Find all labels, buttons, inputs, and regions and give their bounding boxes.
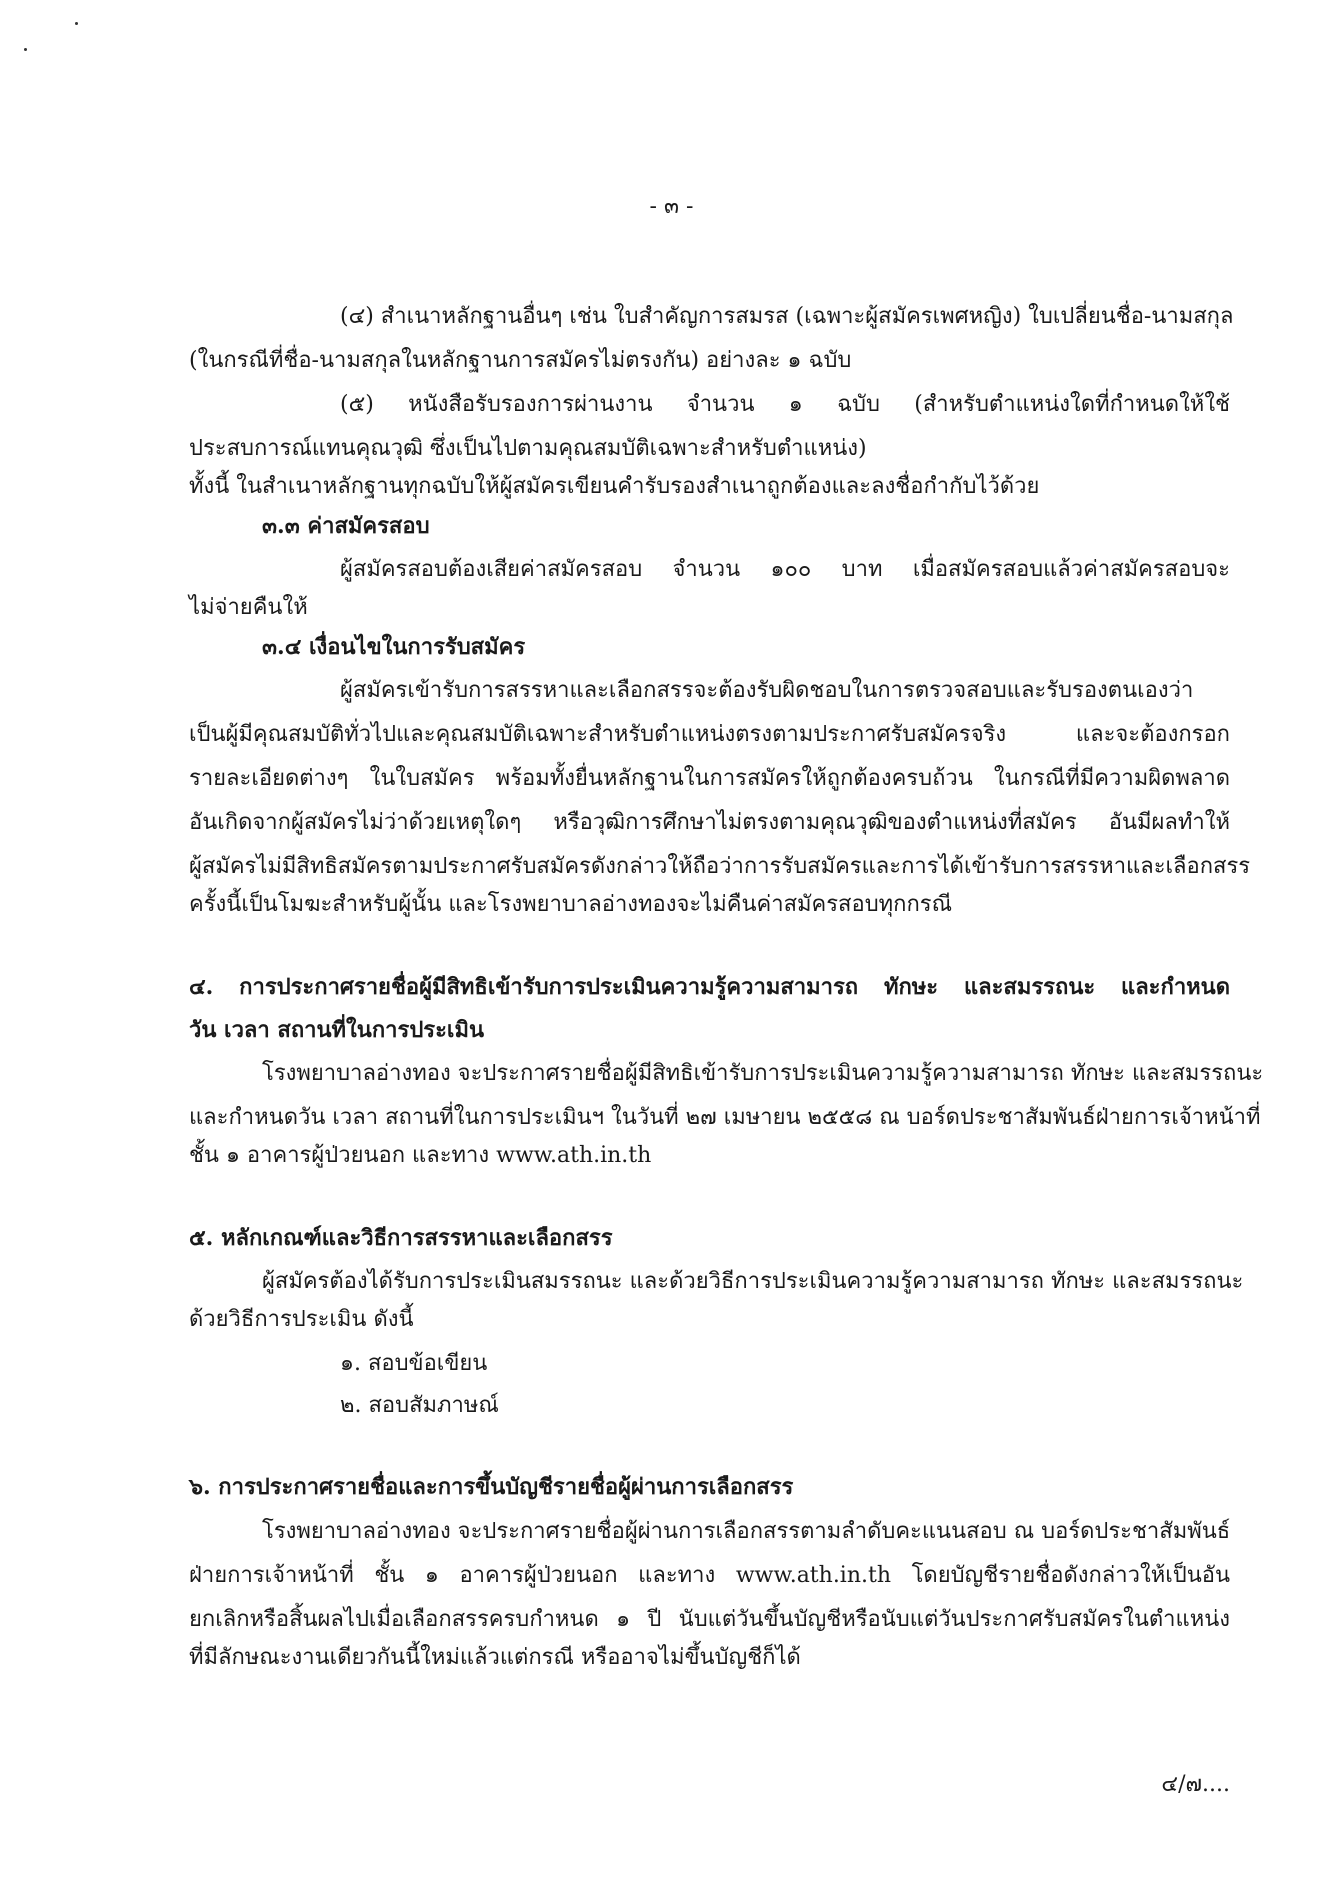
continuation-marker: ๔/๗....: [1161, 1772, 1230, 1797]
attachment-note: ทั้งนี้ ในสำเนาหลักฐานทุกฉบับให้ผู้สมัครเขียนคำรับรองสำเนาถูกต้องและลงชื่อกำกับไว้ด้วย: [189, 474, 1040, 499]
section-3-3-heading: ๓.๓ ค่าสมัครสอบ: [262, 513, 430, 539]
attachment-item-4-line-2: (ในกรณีที่ชื่อ-นามสกุลในหลักฐานการสมัครไม่ตรงกัน) อย่างละ ๑ ฉบับ: [189, 348, 852, 373]
attachment-item-4-line-1: (๔) สำเนาหลักฐานอื่นๆ เช่น ใบสำคัญการสมรส (เฉพาะผู้สมัครเพศหญิง) ใบเปลี่ยนชื่อ-นามสกุล: [340, 304, 1234, 329]
section-5-heading: ๕. หลักเกณฑ์และวิธีการสรรหาและเลือกสรร: [189, 1225, 613, 1251]
section-6-line-1: โรงพยาบาลอ่างทอง จะประกาศรายชื่อผู้ผ่านการเลือกสรรตามลำดับคะแนนสอบ ณ บอร์ดประชาสัมพันธ์: [262, 1519, 1231, 1544]
section-3-4-line-5: ผู้สมัครไม่มีสิทธิสมัครตามประกาศรับสมัครดังกล่าวให้ถือว่าการรับสมัครและการได้เข้ารับการสรรหาและเลือกสรร: [189, 854, 1251, 879]
section-4-line-2: และกำหนดวัน เวลา สถานที่ในการประเมินฯ ในวันที่ ๒๗ เมษายน ๒๕๕๘ ณ บอร์ดประชาสัมพันธ์ฝ่ายการเจ้าหน้าที่: [189, 1105, 1261, 1130]
scan-speck: [75, 22, 78, 25]
page-number: - ๓ -: [649, 194, 694, 219]
section-4-line-1: โรงพยาบาลอ่างทอง จะประกาศรายชื่อผู้มีสิทธิเข้ารับการประเมินความรู้ความสามารถ ทักษะ และสมรรถนะ: [262, 1061, 1264, 1086]
section-3-4-heading: ๓.๔ เงื่อนไขในการรับสมัคร: [262, 634, 526, 660]
section-4-line-3: ชั้น ๑ อาคารผู้ป่วยนอก และทาง www.ath.in.th: [189, 1143, 652, 1168]
attachment-item-5-line-2: ประสบการณ์แทนคุณวุฒิ ซึ่งเป็นไปตามคุณสมบัติเฉพาะสำหรับตำแหน่ง): [189, 436, 867, 461]
section-3-4-line-6: ครั้งนี้เป็นโมฆะสำหรับผู้นั้น และโรงพยาบาลอ่างทองจะไม่คืนค่าสมัครสอบทุกกรณี: [189, 892, 953, 917]
section-6-heading: ๖. การประกาศรายชื่อและการขึ้นบัญชีรายชื่อผู้ผ่านการเลือกสรร: [189, 1474, 794, 1500]
section-6-line-2: ฝ่ายการเจ้าหน้าที่ ชั้น ๑ อาคารผู้ป่วยนอก และทาง www.ath.in.th โดยบัญชีรายชื่อดังกล่าวให้เป็นอัน: [189, 1563, 1230, 1588]
section-3-4-line-2: เป็นผู้มีคุณสมบัติทั่วไปและคุณสมบัติเฉพาะสำหรับตำแหน่งตรงตามประกาศรับสมัครจริง และจะต้องกรอก: [189, 722, 1230, 747]
attachment-item-5-line-1: (๕) หนังสือรับรองการผ่านงาน จำนวน ๑ ฉบับ (สำหรับตำแหน่งใดที่กำหนดให้ใช้: [340, 392, 1230, 417]
section-4-heading-line-1: ๔. การประกาศรายชื่อผู้มีสิทธิเข้ารับการประเมินความรู้ความสามารถ ทักษะ และสมรรถนะ และกำหนด: [189, 974, 1230, 1000]
scan-speck: [24, 48, 27, 51]
section-5-line-2: ด้วยวิธีการประเมิน ดังนี้: [189, 1307, 414, 1332]
section-4-heading-line-2: วัน เวลา สถานที่ในการประเมิน: [189, 1017, 484, 1043]
assessment-method-interview: ๒. สอบสัมภาษณ์: [340, 1393, 499, 1418]
section-3-4-line-4: อันเกิดจากผู้สมัครไม่ว่าด้วยเหตุใดๆ หรือวุฒิการศึกษาไม่ตรงตามคุณวุฒิของตำแหน่งที่สมัคร อันมีผลทำให้: [189, 810, 1230, 835]
section-6-line-3: ยกเลิกหรือสิ้นผลไปเมื่อเลือกสรรครบกำหนด ๑ ปี นับแต่วันขึ้นบัญชีหรือนับแต่วันประกาศรับสมัครในตำแหน่ง: [189, 1607, 1230, 1632]
assessment-method-written-exam: ๑. สอบข้อเขียน: [340, 1351, 488, 1376]
section-3-3-line-2: ไม่จ่ายคืนให้: [189, 595, 308, 620]
section-6-line-4: ที่มีลักษณะงานเดียวกันนี้ใหม่แล้วแต่กรณี หรืออาจไม่ขึ้นบัญชีก็ได้: [189, 1645, 801, 1670]
section-3-4-line-3: รายละเอียดต่างๆ ในใบสมัคร พร้อมทั้งยื่นหลักฐานในการสมัครให้ถูกต้องครบถ้วน ในกรณีที่มีความผิดพลาด: [189, 766, 1230, 791]
section-3-3-line-1: ผู้สมัครสอบต้องเสียค่าสมัครสอบ จำนวน ๑๐๐ บาท เมื่อสมัครสอบแล้วค่าสมัครสอบจะ: [340, 557, 1230, 582]
section-3-4-line-1: ผู้สมัครเข้ารับการสรรหาและเลือกสรรจะต้องรับผิดชอบในการตรวจสอบและรับรองตนเองว่า: [340, 678, 1194, 703]
section-5-line-1: ผู้สมัครต้องได้รับการประเมินสมรรถนะ และด้วยวิธีการประเมินความรู้ความสามารถ ทักษะ และสมรรถนะ: [262, 1269, 1244, 1294]
